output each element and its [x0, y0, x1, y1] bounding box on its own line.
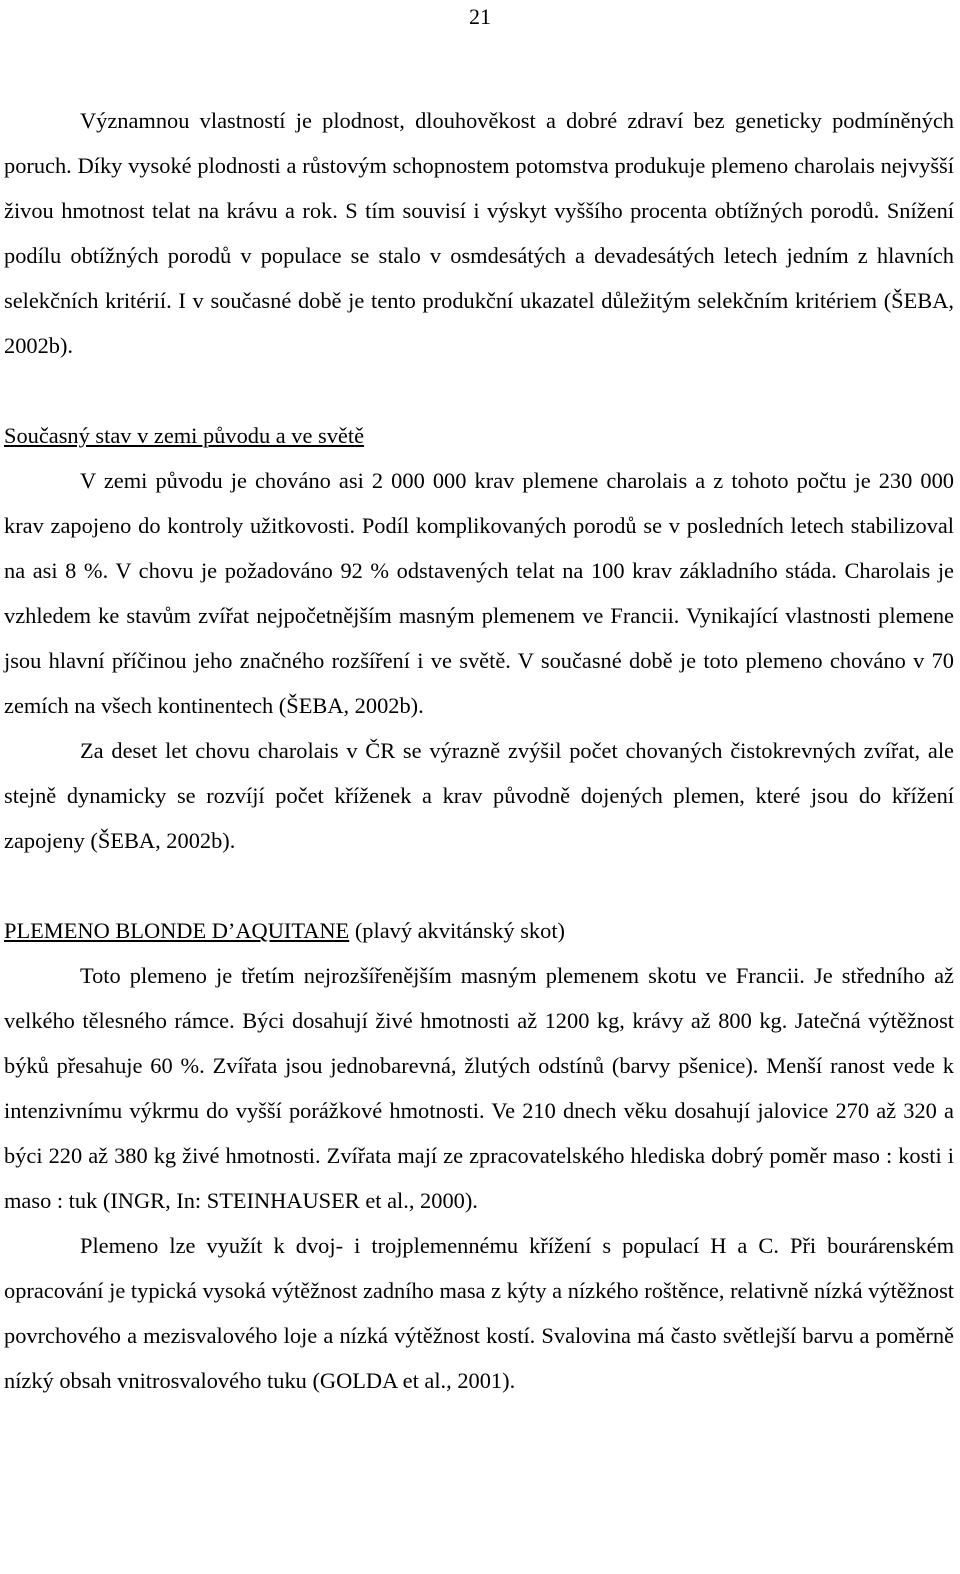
blonde-heading-suffix: (plavý akvitánský skot): [349, 918, 566, 943]
current-state-paragraph-2: Za deset let chovu charolais v ČR se výrazně zvýšil počet chovaných čistokrevných zvířat, ale stejně dynamicky se rozvíjí počet kříženek a krav původně dojených plemen, které jsou do křížení zapojeny (ŠEBA, 2002b).: [4, 738, 954, 853]
document-body: [4, 98, 954, 1403]
intro-paragraph: Významnou vlastností je plodnost, dlouhověkost a dobré zdraví bez geneticky podmíněných poruch. Díky vysoké plodnosti a růstovým schopnostem potomstva produkuje plemeno charolais nejvyšší živou hmotnost telat na krávu a rok. S tím souvisí i výskyt vyššího procenta obtížných porodů. Snížení podílu obtížných porodů v populace se stalo v osmdesátých a devadesátých letech jedním z hlavních selekčních kritérií. I v současné době je tento produkční ukazatel důležitým selekčním kritériem (ŠEBA, 2002b).: [4, 108, 954, 358]
page-number: 21: [469, 4, 491, 29]
current-state-paragraph-1: V zemi původu je chováno asi 2 000 000 krav plemene charolais a z tohoto počtu je 230 000 krav zapojeno do kontroly užitkovosti. Podíl komplikovaných porodů se v posledních letech stabilizoval na asi 8 %. V chovu je požadováno 92 % odstavených telat na 100 krav základního stáda. Charolais je vzhledem ke stavům zvířat nejpočetnějším masným plemenem ve Francii. Vynikající vlastnosti plemene jsou hlavní příčinou jeho značného rozšíření i ve světě. V současné době je toto plemeno chováno v 70 zemích na všech kontinentech (ŠEBA, 2002b).: [4, 468, 954, 718]
current-state-heading-text: Současný stav v zemi původu a ve světě: [4, 423, 365, 448]
blonde-paragraph-2: Plemeno lze využít k dvoj- i trojplemennému křížení s populací H a C. Při bourárenském opracování je typická vysoká výtěžnost zadního masa z kýty a nízkého roštěnce, relativně nízká výtěžnost povrchového a mezisvalového loje a nízká výtěžnost kostí. Svalovina má často světlejší barvu a poměrně nízký obsah vnitrosvalového tuku (GOLDA et al., 2001).: [4, 1233, 954, 1393]
blonde-heading: [4, 908, 954, 953]
current-state-heading: [4, 413, 954, 458]
blonde-paragraph-1: Toto plemeno je třetím nejrozšířenějším masným plemenem skotu ve Francii. Je středního až velkého tělesného rámce. Býci dosahují živé hmotnosti až 1200 kg, krávy až 800 kg. Jatečná výtěžnost býků přesahuje 60 %. Zvířata jsou jednobarevná, žlutých odstínů (barvy pšenice). Menší ranost vede k intenzivnímu výkrmu do vyšší porážkové hmotnosti. Ve 210 dnech věku dosahují jalovice 270 až 320 a býci 220 až 380 kg živé hmotnosti. Zvířata mají ze zpracovatelského hlediska dobrý poměr maso : kosti i maso : tuk (INGR, In: STEINHAUSER et al., 2000).: [4, 963, 954, 1213]
blonde-heading-title: PLEMENO BLONDE D’AQUITANE: [4, 918, 350, 943]
